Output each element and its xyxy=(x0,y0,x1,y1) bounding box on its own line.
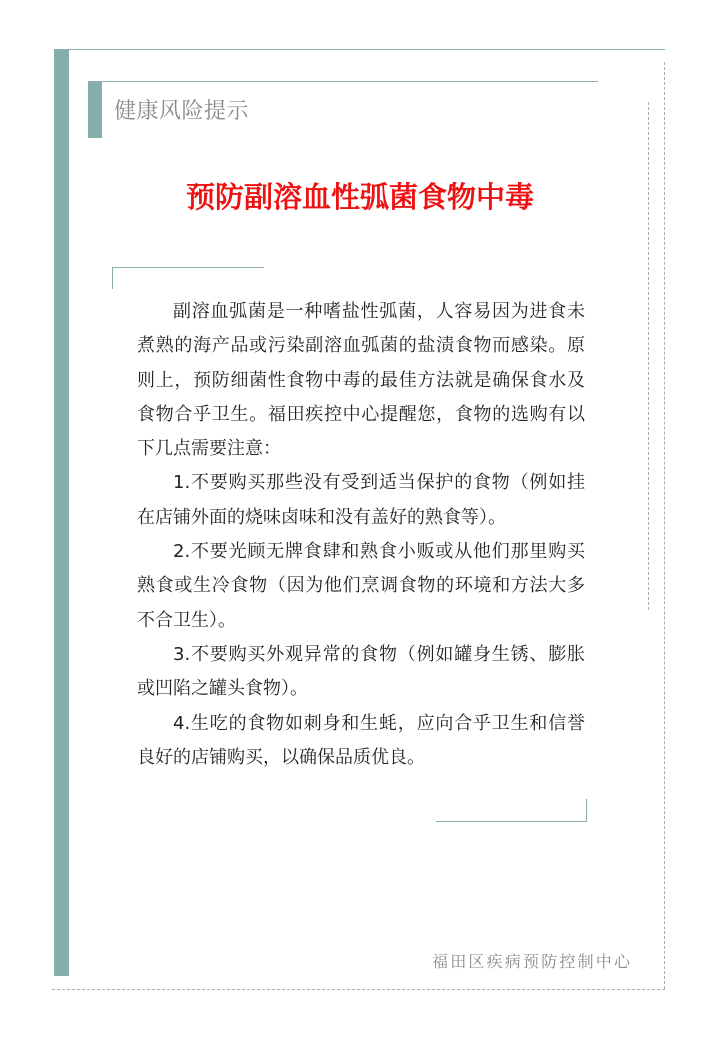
corner-bracket-top-left-vertical xyxy=(112,267,113,289)
tip-item-4: 4.生吃的食物如刺身和生蚝，应向合乎卫生和信誉良好的店铺购买，以确保品质优良。 xyxy=(137,712,585,768)
outer-dashed-border-bottom xyxy=(52,989,665,990)
corner-bracket-bottom-right-vertical xyxy=(586,799,587,822)
article-body xyxy=(137,295,585,775)
tip-item-2: 2.不要光顾无牌食肆和熟食小贩或从他们那里购买熟食或生冷食物（因为他们烹调食物的环境和方法大多不合卫生）。 xyxy=(137,541,585,631)
footer-organization: 福田区疾病预防控制中心 xyxy=(432,952,633,971)
corner-bracket-bottom-right xyxy=(436,821,587,822)
corner-bracket-top-left xyxy=(112,267,264,268)
top-border-line xyxy=(69,49,665,50)
headline: 预防副溶血性弧菌食物中毒 xyxy=(185,180,534,214)
section-title: 健康风险提示 xyxy=(114,99,250,124)
tip-item-1: 1.不要购买那些没有受到适当保护的食物（例如挂在店铺外面的烧味卤味和没有盖好的熟食等）。 xyxy=(137,472,585,528)
section-title-accent xyxy=(88,81,102,138)
intro-paragraph: 副溶血弧菌是一种嗜盐性弧菌，人容易因为进食未煮熟的海产品或污染副溶血弧菌的盐渍食物而感染。原则上，预防细菌性食物中毒的最佳方法就是确保食水及食物合乎卫生。福田疾控中心提醒您，食物的选购有以下几点需要注意： xyxy=(137,301,585,460)
tip-item-3: 3.不要购买外观异常的食物（例如罐身生锈、膨胀或凹陷之罐头食物）。 xyxy=(137,643,585,700)
section-title-top-line xyxy=(102,81,598,82)
